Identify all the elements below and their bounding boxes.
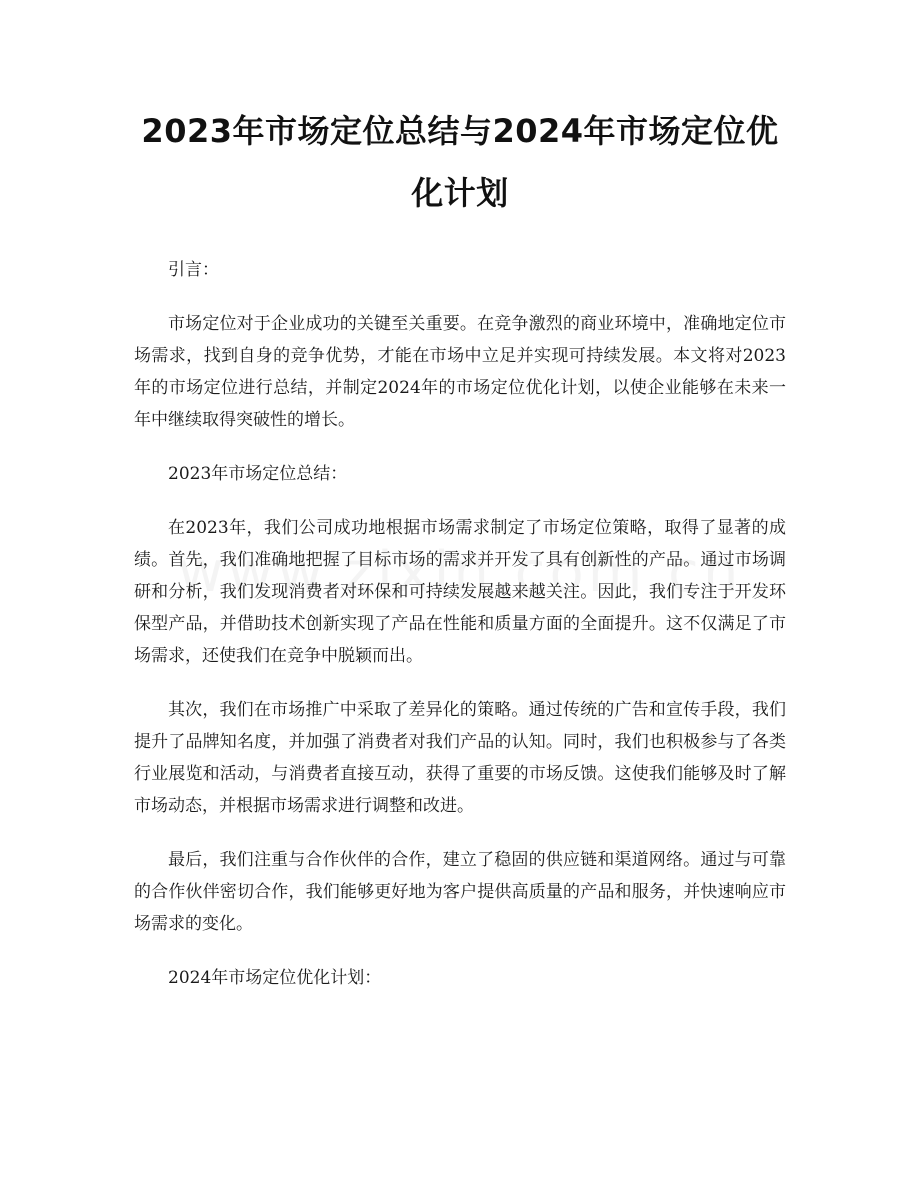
summary-heading: 2023年市场定位总结： bbox=[168, 464, 348, 484]
document-body bbox=[134, 254, 786, 994]
document-title: 2023年市场定位总结与2024年市场定位优化计划 bbox=[141, 112, 779, 212]
summary-paragraph-2: 其次，我们在市场推广中采取了差异化的策略。通过传统的广告和宣传手段，我们提升了品牌知名度，并加强了消费者对我们产品的认知。同时，我们也积极参与了各类行业展览和活动，与消费者直接互动，获得了重要的市场反馈。这使我们能够及时了解市场动态，并根据市场需求进行调整和改进。 bbox=[134, 700, 786, 816]
summary-paragraph-1: 在2023年，我们公司成功地根据市场需求制定了市场定位策略，取得了显著的成绩。首先，我们准确地把握了目标市场的需求并开发了具有创新性的产品。通过市场调研和分析，我们发现消费者对环保和可持续发展越来越关注。因此，我们专注于开发环保型产品，并借助技术创新实现了产品在性能和质量方面的全面提升。这不仅满足了市场需求，还使我们在竞争中脱颖而出。 bbox=[134, 518, 786, 666]
summary-paragraph-3: 最后，我们注重与合作伙伴的合作，建立了稳固的供应链和渠道网络。通过与可靠的合作伙伴密切合作，我们能够更好地为客户提供高质量的产品和服务，并快速响应市场需求的变化。 bbox=[134, 850, 786, 934]
intro-paragraph: 市场定位对于企业成功的关键至关重要。在竞争激烈的商业环境中，准确地定位市场需求，找到自身的竞争优势，才能在市场中立足并实现可持续发展。本文将对2023年的市场定位进行总结，并制定2024年的市场定位优化计划，以使企业能够在未来一年中继续取得突破性的增长。 bbox=[134, 314, 786, 430]
intro-heading: 引言： bbox=[168, 260, 219, 280]
plan-heading: 2024年市场定位优化计划： bbox=[168, 968, 382, 988]
